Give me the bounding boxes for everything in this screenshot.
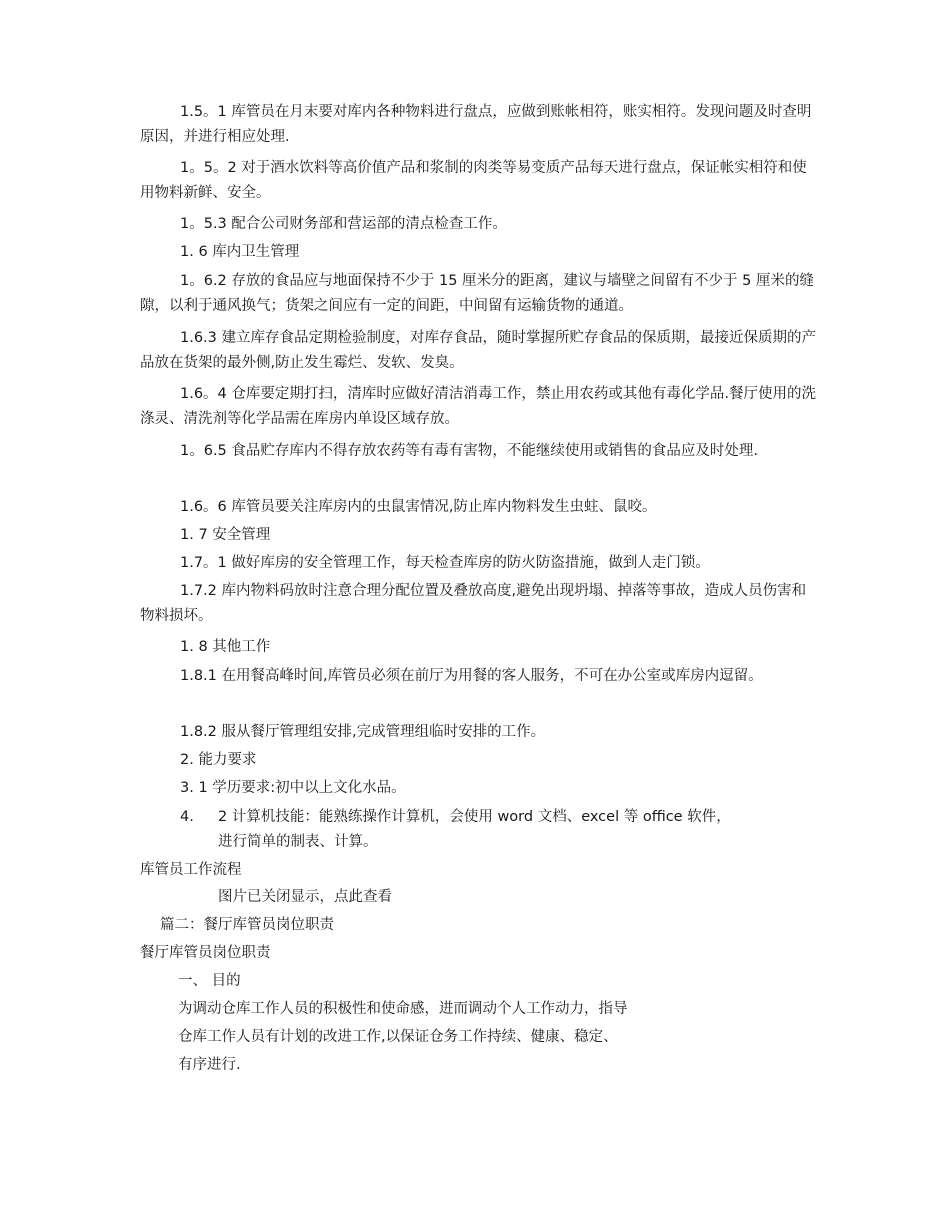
paragraph-1-5-3: 1。5.3 配合公司财务部和营运部的清点检查工作。 xyxy=(180,216,507,232)
section-heading-1-7: 1. 7 安全管理 xyxy=(180,527,271,543)
paragraph-1-6-3: 1.6.3 建立库存食品定期检验制度，对库存食品，随时掌握所贮存食品的保质期，最接近保质期的产品放在货架的最外侧,防止发生霉烂、发软、发臭。 xyxy=(140,330,816,371)
image-hidden-link[interactable]: 图片已关闭显示，点此查看 xyxy=(218,889,392,905)
paragraph-1-6-2: 1。6.2 存放的食品应与地面保持不少于 15 厘米分的距离，建议与墙壁之间留有不少于 5 厘米的缝隙，以利于通风换气；货架之间应有一定的间距，中间留有运输货物的通道。 xyxy=(140,273,815,314)
paragraph-1-7-2: 1.7.2 库内物料码放时注意合理分配位置及叠放高度,避免出现坍塌、掉落等事故，造成人员伤害和物料损坏。 xyxy=(140,583,807,624)
purpose-line-1: 为调动仓库工作人员的积极性和使命感，进而调动个人工作动力，指导 xyxy=(178,1001,628,1017)
paragraph-1-6-5: 1。6.5 食品贮存库内不得存放农药等有毒有害物，不能继续使用或销售的食品应及时处理. xyxy=(180,443,758,459)
paragraph-1-8-2: 1.8.2 服从餐厅管理组安排,完成管理组临时安排的工作。 xyxy=(180,724,546,740)
paragraph-education: 3. 1 学历要求:初中以上文化水品。 xyxy=(180,780,406,796)
paragraph-1-7-1: 1.7。1 做好库房的安全管理工作，每天检查库房的防火防盗措施，做到人走门锁。 xyxy=(180,555,710,571)
heading-workflow: 库管员工作流程 xyxy=(140,862,242,878)
purpose-line-3: 有序进行. xyxy=(178,1057,241,1073)
heading-part-two: 篇二：餐厅库管员岗位职责 xyxy=(160,917,334,933)
paragraph-1-6-6: 1.6。6 库管员要关注库房内的虫鼠害情况,防止库内物料发生虫蛀、鼠咬。 xyxy=(180,499,657,515)
paragraph-1-5-1: 1.5。1 库管员在月末要对库内各种物料进行盘点，应做到账帐相符，账实相符。发现问题及时查明原因，并进行相应处理. xyxy=(140,104,812,145)
section-heading-ability: 2. 能力要求 xyxy=(180,752,257,768)
paragraph-1-5-2: 1。5。2 对于酒水饮料等高价值产品和浆制的肉类等易变质产品每天进行盘点，保证帐实相符和使用物料新鲜、安全。 xyxy=(140,160,807,201)
heading-job-duties: 餐厅库管员岗位职责 xyxy=(140,945,271,961)
paragraph-computer-skill-line-1: 2 计算机技能：能熟练操作计算机，会使用 word 文档、excel 等 office 软件， xyxy=(218,809,731,825)
list-number: 4. xyxy=(180,809,194,825)
section-heading-purpose: 一、 目的 xyxy=(178,973,241,989)
section-heading-1-8: 1. 8 其他工作 xyxy=(180,639,271,655)
paragraph-computer-skill-line-2: 进行简单的制表、计算。 xyxy=(218,834,378,850)
purpose-line-2: 仓库工作人员有计划的改进工作,以保证仓务工作持续、健康、稳定、 xyxy=(178,1029,618,1045)
paragraph-1-8-1: 1.8.1 在用餐高峰时间,库管员必须在前厅为用餐的客人服务，不可在办公室或库房内逗留。 xyxy=(180,668,763,684)
section-heading-1-6: 1. 6 库内卫生管理 xyxy=(180,244,300,260)
paragraph-1-6-4: 1.6。4 仓库要定期打扫，清库时应做好清洁消毒工作，禁止用农药或其他有毒化学品.餐厅使用的洗涤灵、清洗剂等化学品需在库房内单设区域存放。 xyxy=(140,386,816,427)
